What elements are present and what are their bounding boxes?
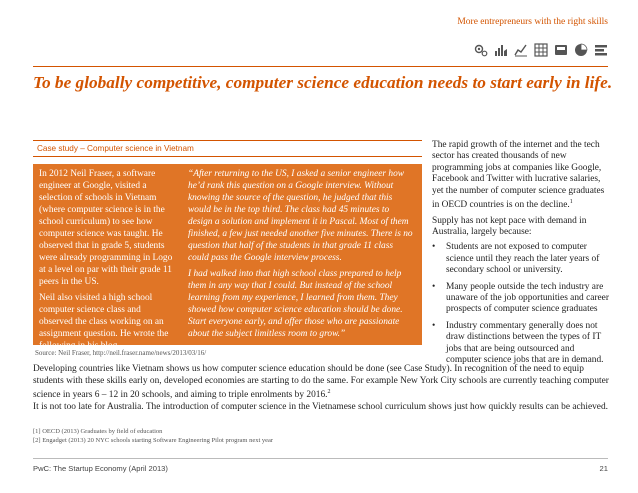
list-item — [432, 321, 612, 367]
header-rule — [33, 66, 608, 67]
right-paragraph-text: The rapid growth of the internet and the tech sector has created thousands of new programming jobs at companies like Google, Facebook and Twitter with lucrative salaries, yet the number of computer science graduates in OECD countries is on the decline. — [432, 140, 605, 211]
list-item — [432, 282, 612, 316]
pie-bar-icon — [494, 43, 508, 57]
footnote: [2] Engadget (2013) 20 NYC schools starting Software Engineering Pilot program next year — [33, 437, 274, 444]
list-item — [432, 242, 612, 276]
list-item-text: Many people outside the tech industry are unaware of the job opportunities and career prospects of computer science graduates — [446, 281, 609, 315]
stacked-bars-icon — [594, 43, 608, 57]
case-study-paragraph: Neil also visited a high school computer science class and observed the class working on an assignment question. He wrote the following in his blog. — [39, 293, 169, 351]
bullet-icon: • — [432, 242, 436, 253]
page-number: 21 — [599, 464, 608, 473]
right-paragraph: Supply has not kept pace with demand in Australia, largely because: — [432, 215, 587, 237]
page-title: To be globally competitive, computer science education needs to start early in life. — [33, 73, 613, 92]
bullet-list — [432, 242, 612, 366]
footnote-ref: 2 — [327, 389, 331, 395]
bar-chart-icon — [514, 43, 528, 57]
bullet-icon: • — [432, 320, 436, 331]
gears-icon — [474, 43, 488, 57]
bullet-icon: • — [432, 281, 436, 292]
case-study-box — [33, 164, 422, 351]
case-study-source: Source: Neil Fraser, http://neil.fraser.name/news/2013/03/16/ — [35, 349, 207, 357]
list-item-text: Students are not exposed to computer science until they reach the later years of secondary school or university. — [446, 242, 600, 276]
footer-rule — [33, 458, 608, 459]
body-paragraph — [33, 364, 613, 402]
gauge-icon — [554, 43, 568, 57]
case-study-paragraph: In 2012 Neil Fraser, a software engineer at Google, visited a selection of schools in Vietnam (where computer science is in the school curriculum) to see how computer science was taught. He observed that in grade 5, students were already programming in Logo at a level on par with their grade 11 peers in the US. — [39, 169, 173, 287]
right-column — [432, 140, 612, 371]
body-paragraph-text: Developing countries like Vietnam shows us how computer science education should be done (see Case Study). In recognition of the need to equip students with these skills early on, developed economies are starting to do the same. For example New York City schools are currently teaching computer science in years 6 – 12 in 20 schools, and aiming to triple enrolments by 2016. — [33, 364, 609, 401]
quote-paragraph: I had walked into that high school class prepared to help them in any way that I could. But instead of the school learning from my experience, I learned from them. They showed how computer science education should be done. Start everyone early, and offer those who are passionate about the subject limitless room to grow.” — [188, 269, 403, 339]
right-paragraph — [432, 140, 612, 212]
quote-paragraph: “After returning to the US, I asked a senior engineer how he’d rank this question on a Google interview. Without knowing the source of the question, he judged that this would be in the top third. The class had 45 minutes to design a solution and implement it in Pascal. Most of them finished, a few just needed another five minutes. There is no question that half of the students in that grade 11 class could pass the Google interview process. — [188, 169, 413, 263]
grid-icon — [534, 43, 548, 57]
section-title: More entrepreneurs with the right skills — [457, 17, 608, 27]
case-study-quote — [188, 168, 416, 344]
list-item-text: Industry commentary generally does not draw distinctions between the types of IT jobs that are being outsourced and computer science jobs that are in demand. — [446, 320, 604, 366]
icon-strip — [474, 43, 608, 57]
publication-footer: PwC: The Startup Economy (April 2013) — [33, 464, 168, 473]
case-study-title: Case study – Computer science in Vietnam — [33, 140, 422, 157]
footnote-ref: 1 — [569, 199, 573, 206]
footnote: [1] OECD (2013) Graduates by field of education — [33, 428, 163, 435]
case-study-narrative — [39, 168, 175, 356]
pie-chart-icon — [574, 43, 588, 57]
body-paragraph: It is not too late for Australia. The introduction of computer science in the Vietnamese school curriculum shows just how quickly results can be achieved. — [33, 402, 608, 412]
